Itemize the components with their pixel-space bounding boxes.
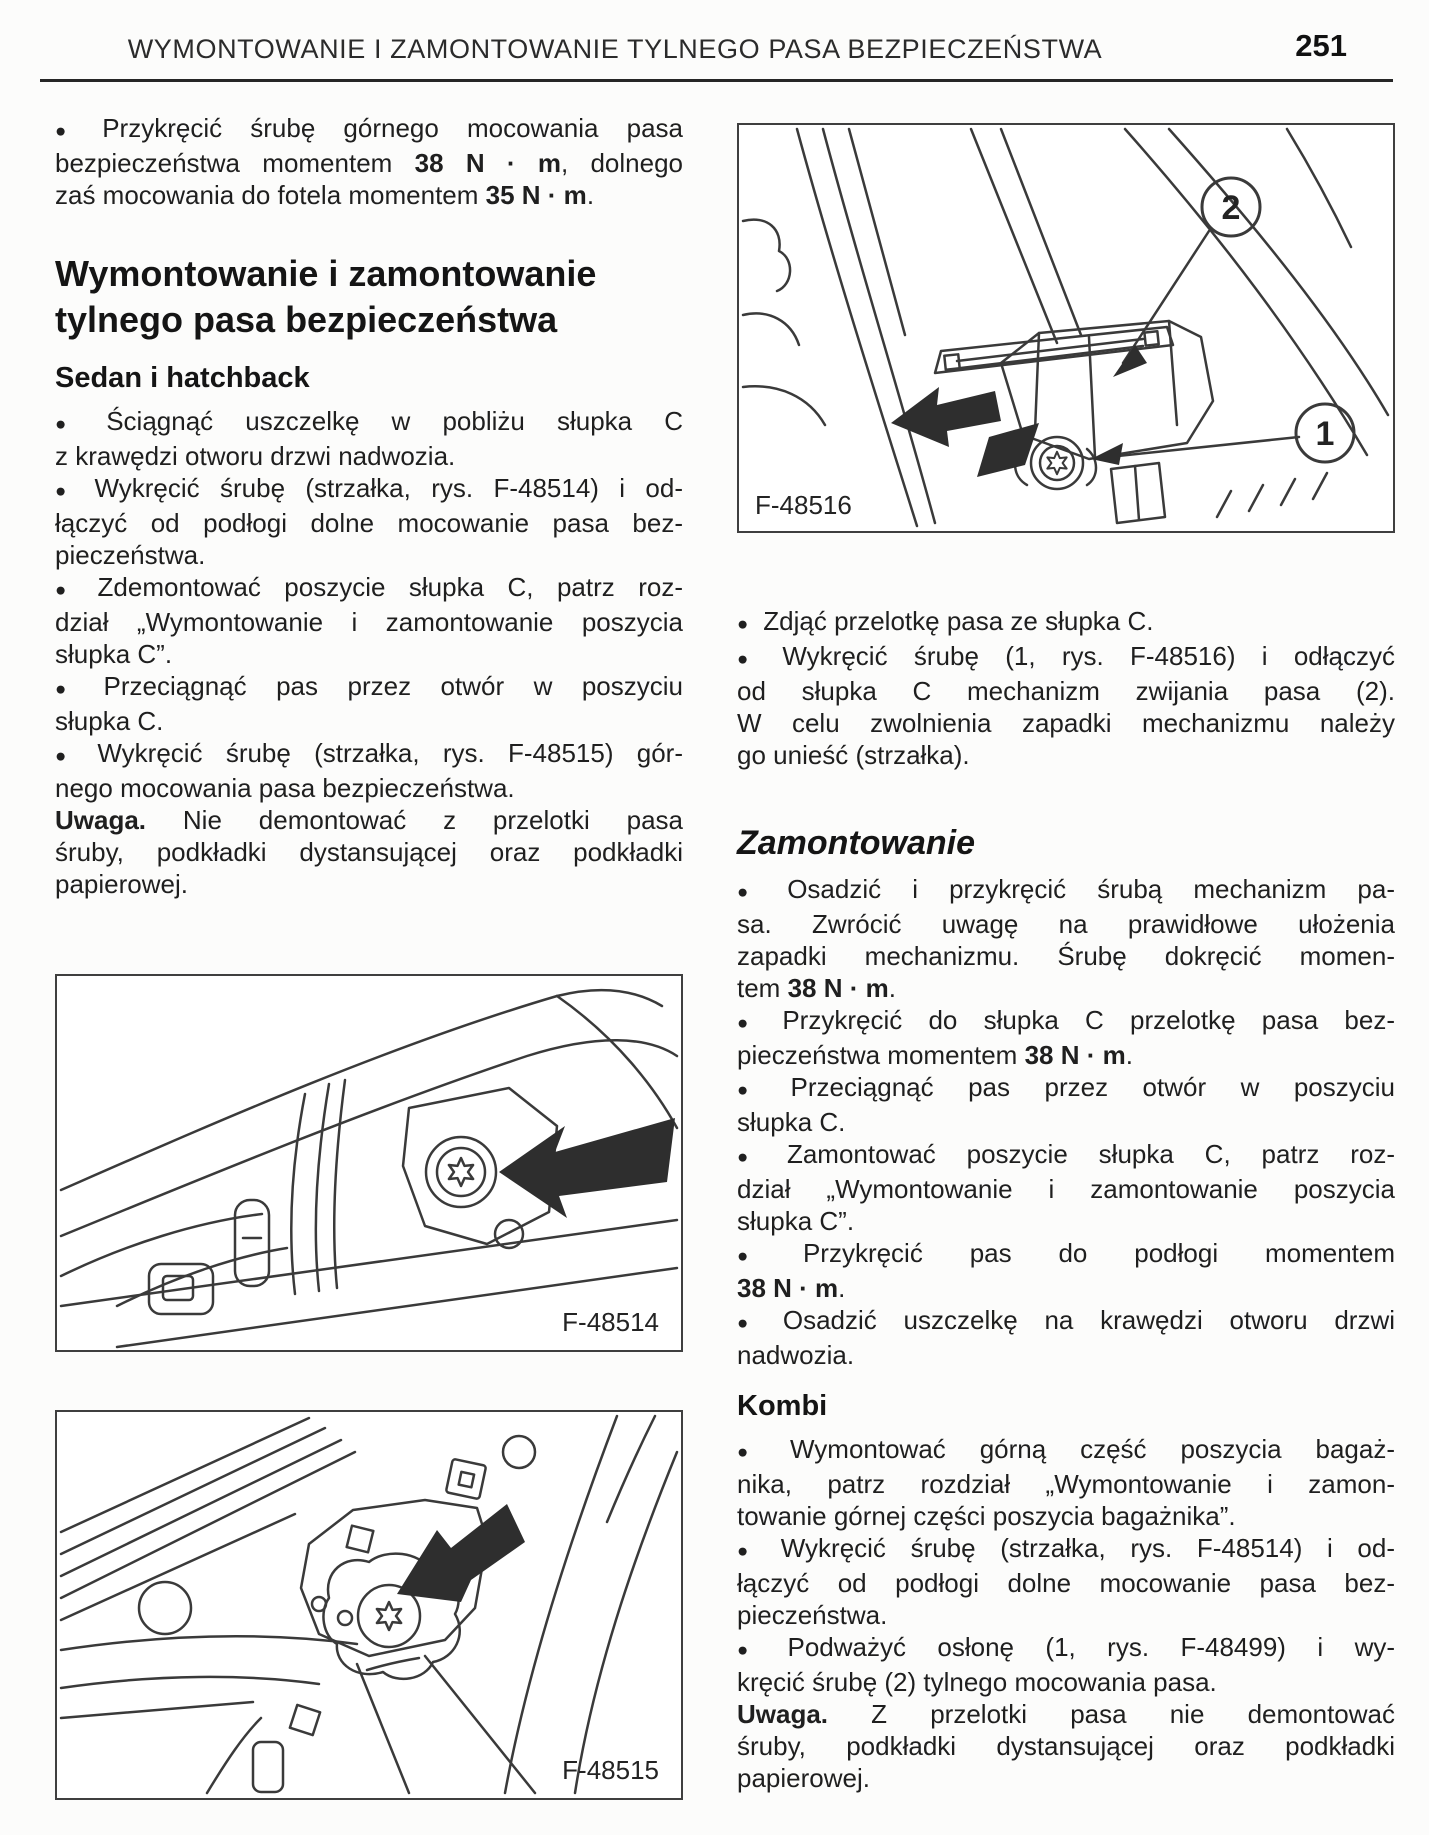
callout-1-leader-line bbox=[1099, 437, 1299, 458]
text-line: dział „Wymontowanie i zamontowanie poszycia bbox=[55, 607, 683, 637]
text-line: Uwaga. Z przelotki pasa nie demontować bbox=[737, 1699, 1395, 1729]
header-rule bbox=[40, 79, 1393, 82]
bullet-torque-intro bbox=[55, 112, 683, 211]
text-line: od słupka C mechanizm zwijania pasa (2). bbox=[737, 676, 1395, 706]
page-number: 251 bbox=[1295, 28, 1347, 63]
pointer-arrow-icon bbox=[397, 1504, 525, 1602]
text-line: ● Wykręcić śrubę (strzałka, rys. F-48515) gór- bbox=[55, 737, 683, 772]
text-line: W celu zwolnienia zapadki mechanizmu należy bbox=[737, 708, 1395, 738]
text-line: ● Wykręcić śrubę (strzałka, rys. F-48514) i od- bbox=[737, 1532, 1395, 1567]
figure-label-f48516: F-48516 bbox=[755, 490, 852, 520]
figure-f48514-drawing bbox=[57, 976, 680, 1349]
figure-f48516-drawing bbox=[739, 125, 1392, 530]
text-line: ● Osadzić i przykręcić śrubą mechanizm pa- bbox=[737, 873, 1395, 908]
text-line: pieczeństwa. bbox=[737, 1600, 888, 1630]
bullet-item bbox=[55, 737, 683, 804]
text-line: 38 N · m. bbox=[737, 1273, 846, 1303]
text-line: papierowej. bbox=[55, 869, 188, 899]
text-line: słupka C. bbox=[55, 706, 164, 736]
section-heading-line: tylnego pasa bezpieczeństwa bbox=[55, 299, 558, 340]
bullet-item bbox=[737, 605, 1395, 640]
text-line: nego mocowania pasa bezpieczeństwa. bbox=[55, 773, 515, 803]
bullet-item bbox=[737, 1532, 1395, 1631]
text-line: ● Przeciągnąć pas przez otwór w poszyciu bbox=[55, 670, 683, 705]
figure-f48515 bbox=[55, 1410, 683, 1800]
figure-label-f48515: F-48515 bbox=[562, 1755, 659, 1785]
bullet-item bbox=[737, 1004, 1395, 1071]
torx-screw-icon bbox=[1031, 437, 1083, 489]
text-line: dział „Wymontowanie i zamontowanie poszycia bbox=[737, 1174, 1395, 1204]
subheading-kombi: Kombi bbox=[737, 1390, 828, 1422]
text-line: nika, patrz rozdział „Wymontowanie i zamon- bbox=[737, 1469, 1395, 1499]
release-arrow-icon bbox=[891, 387, 1001, 447]
text-line: go unieść (strzałka). bbox=[737, 740, 970, 770]
text-line: ● Przykręcić śrubę górnego mocowania pasa bbox=[55, 112, 683, 147]
figure-f48516 bbox=[737, 123, 1395, 533]
text-line: ● Ściągnąć uszczelkę w pobliżu słupka C bbox=[55, 405, 683, 440]
torx-screw-icon bbox=[426, 1137, 496, 1207]
text-line: papierowej. bbox=[737, 1763, 870, 1793]
section-heading bbox=[55, 251, 683, 343]
text-line: śruby, podkładki dystansującej oraz podkładki bbox=[737, 1731, 1395, 1761]
bullet-item bbox=[55, 670, 683, 737]
text-line: słupka C”. bbox=[55, 639, 173, 669]
text-line: zaś mocowania do fotela momentem 35 N · m. bbox=[55, 180, 595, 210]
bullet-item bbox=[737, 1304, 1395, 1371]
text-line: ● Przeciągnąć pas przez otwór w poszyciu bbox=[737, 1071, 1395, 1106]
belt-strap-edge bbox=[357, 1664, 409, 1793]
text-line: ● Przykręcić pas do podłogi momentem bbox=[737, 1237, 1395, 1272]
subheading-zamontowanie: Zamontowanie bbox=[737, 824, 976, 862]
bullet-item bbox=[737, 1631, 1395, 1698]
right-column bbox=[737, 123, 1395, 1794]
note-paragraph bbox=[737, 1698, 1395, 1794]
text-line: ● Osadzić uszczelkę na krawędzi otworu drzwi bbox=[737, 1304, 1395, 1339]
pointer-arrow-icon bbox=[499, 1118, 675, 1218]
text-line: tem 38 N · m. bbox=[737, 973, 896, 1003]
text-line: Uwaga. Nie demontować z przelotki pasa bbox=[55, 805, 683, 835]
left-column bbox=[55, 112, 683, 1800]
text-line: nadwozia. bbox=[737, 1340, 855, 1370]
text-line: zapadki mechanizmu. Śrubę dokręcić momen- bbox=[737, 941, 1395, 971]
bullet-item bbox=[737, 1071, 1395, 1138]
figure-f48514 bbox=[55, 974, 683, 1352]
figure-label-f48514: F-48514 bbox=[562, 1307, 659, 1337]
text-line: śruby, podkładki dystansującej oraz podkładki bbox=[55, 837, 683, 867]
text-line: kręcić śrubę (2) tylnego mocowania pasa. bbox=[737, 1667, 1217, 1697]
figure-f48515-drawing bbox=[57, 1412, 680, 1797]
subheading-sedan-hatchback: Sedan i hatchback bbox=[55, 362, 310, 394]
text-line: bezpieczeństwa momentem 38 N · m, dolnego bbox=[55, 148, 683, 178]
text-line: sa. Zwrócić uwagę na prawidłowe ułożenia bbox=[737, 909, 1395, 939]
text-line: łączyć od podłogi dolne mocowanie pasa bez- bbox=[55, 508, 683, 538]
bullet-item bbox=[737, 873, 1395, 1004]
text-line: ● Przykręcić do słupka C przelotkę pasa bez- bbox=[737, 1004, 1395, 1039]
bullet-item bbox=[737, 1138, 1395, 1237]
release-arrow-tail-icon bbox=[977, 423, 1039, 477]
text-line: ● Zamontować poszycie słupka C, patrz roz- bbox=[737, 1138, 1395, 1173]
text-line: towanie górnej części poszycia bagażnika”. bbox=[737, 1501, 1236, 1531]
bullet-item bbox=[737, 1237, 1395, 1304]
section-heading-line: Wymontowanie i zamontowanie bbox=[55, 253, 597, 294]
text-line: pieczeństwa. bbox=[55, 540, 206, 570]
text-line: ● Zdemontować poszycie słupka C, patrz roz- bbox=[55, 571, 683, 606]
note-paragraph bbox=[55, 804, 683, 900]
bullet-item bbox=[737, 640, 1395, 771]
text-line: z krawędzi otworu drzwi nadwozia. bbox=[55, 441, 456, 471]
text-line: słupka C”. bbox=[737, 1206, 855, 1236]
text-line: łączyć od podłogi dolne mocowanie pasa bez- bbox=[737, 1568, 1395, 1598]
callout-2-leader-line bbox=[1123, 231, 1209, 363]
bullet-item bbox=[737, 1433, 1395, 1532]
callout-number-1: 1 bbox=[1315, 415, 1335, 453]
text-line: słupka C. bbox=[737, 1107, 846, 1137]
bullet-item bbox=[55, 405, 683, 472]
text-line: ● Podważyć osłonę (1, rys. F-48499) i wy- bbox=[737, 1631, 1395, 1666]
text-line: ● Wykręcić śrubę (1, rys. F-48516) i odłączyć bbox=[737, 640, 1395, 675]
callout-number-2: 2 bbox=[1221, 189, 1241, 227]
text-line: pieczeństwa momentem 38 N · m. bbox=[737, 1040, 1133, 1070]
text-line: ● Wykręcić śrubę (strzałka, rys. F-48514) i od- bbox=[55, 472, 683, 507]
bullet-item bbox=[55, 472, 683, 571]
page-header-title: WYMONTOWANIE I ZAMONTOWANIE TYLNEGO PASA BEZPIECZEŃSTWA bbox=[127, 34, 1103, 64]
text-line: ● Zdjąć przelotkę pasa ze słupka C. bbox=[737, 605, 1395, 640]
text-line: ● Wymontować górną część poszycia bagaż- bbox=[737, 1433, 1395, 1468]
bullet-item bbox=[55, 571, 683, 670]
